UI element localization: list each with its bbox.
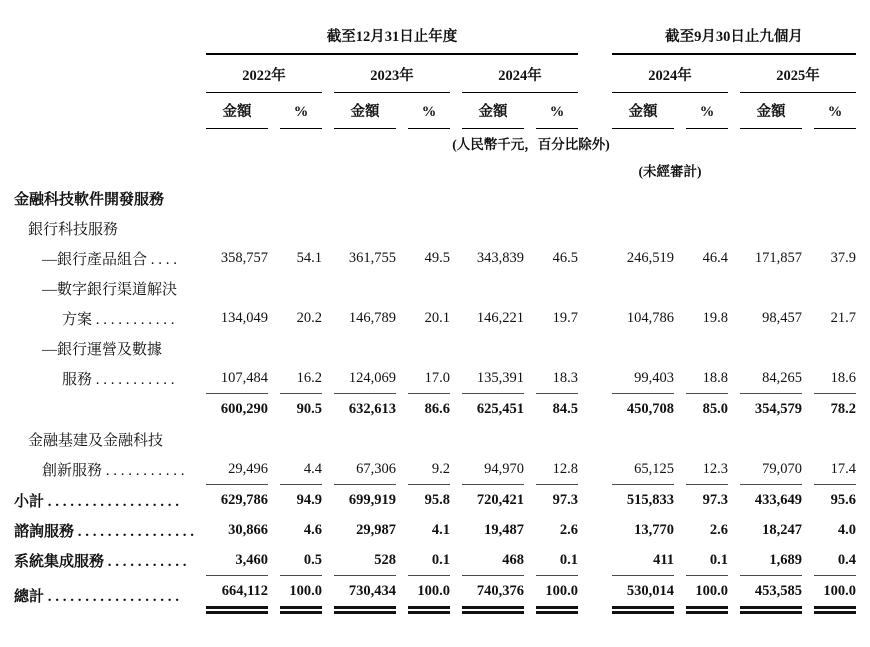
amount-cell: 343,839 [476, 249, 525, 266]
amount-cell: 135,391 [462, 363, 524, 394]
amount-cell: 29,496 [206, 454, 268, 485]
amount-cell: 79,070 [740, 454, 802, 485]
pct-cell: 18.6 [814, 363, 856, 394]
pct-cell: 4.0 [837, 521, 857, 538]
pct-cell: 18.8 [686, 363, 728, 394]
amount-header: 金額 [612, 93, 674, 129]
pct-header: % [280, 93, 322, 129]
note-spacer [740, 156, 856, 183]
amount-cell: 19,487 [484, 521, 525, 538]
amount-cell: 632,613 [348, 400, 397, 417]
pct-cell: 0.1 [686, 545, 728, 576]
pct-cell: 46.5 [552, 249, 579, 266]
row-label: 創新服務 . . . . . . . . . . . [42, 463, 185, 479]
amount-cell: 600,290 [220, 400, 269, 417]
pct-cell: 84.5 [552, 400, 579, 417]
amount-cell: 99,403 [612, 363, 674, 394]
label-col-spacer [14, 12, 194, 55]
pct-cell: 46.4 [702, 249, 729, 266]
amount-cell: 358,757 [220, 249, 269, 266]
section-gap [590, 454, 600, 485]
row-label: 金融基建及金融科技 [28, 432, 164, 449]
amount-cell: 629,786 [220, 491, 269, 508]
section-gap [590, 576, 600, 614]
section-gap [590, 55, 600, 93]
amount-cell: 730,434 [334, 576, 396, 614]
pct-header: % [686, 93, 728, 129]
currency-note-row [14, 129, 856, 156]
amount-cell: 65,125 [612, 454, 674, 485]
row-label: 系統集成服務 . . . . . . . . . . . [14, 554, 187, 570]
table-row [14, 243, 856, 273]
amount-cell: 515,833 [626, 491, 675, 508]
row-label: 銀行科技服務 [28, 221, 119, 238]
note-spacer [14, 156, 600, 183]
pct-cell: 2.6 [709, 521, 729, 538]
pct-cell: 4.6 [303, 521, 323, 538]
amount-cell: 699,919 [348, 491, 397, 508]
pct-header: % [814, 93, 856, 129]
amount-cell: 433,649 [754, 491, 803, 508]
pct-cell: 2.6 [559, 521, 579, 538]
pct-cell: 17.0 [408, 363, 450, 394]
amount-cell: 18,247 [762, 521, 803, 538]
pct-cell: 97.3 [702, 491, 729, 508]
pct-cell: 86.6 [424, 400, 451, 417]
pct-cell: 21.7 [830, 309, 857, 326]
period-header-annual: 截至12月31日止年度 [206, 12, 578, 55]
amount-cell: 530,014 [612, 576, 674, 614]
pct-cell: 20.2 [296, 309, 323, 326]
pct-cell: 37.9 [830, 249, 857, 266]
amount-cell: 134,049 [220, 309, 269, 326]
pct-cell: 49.5 [424, 249, 451, 266]
year-2024-9m: 2024年 [612, 55, 728, 93]
revenue-breakdown-table [2, 12, 868, 614]
unaudited-note-row [14, 156, 856, 183]
unaudited-note: (未經審計) [638, 163, 702, 179]
pct-cell: 95.6 [830, 491, 857, 508]
amount-cell: 13,770 [634, 521, 675, 538]
amount-cell: 354,579 [754, 400, 803, 417]
amount-cell: 124,069 [334, 363, 396, 394]
pct-cell: 85.0 [702, 400, 729, 417]
pct-cell: 4.4 [280, 454, 322, 485]
pct-cell: 0.1 [536, 545, 578, 576]
section-gap [590, 303, 600, 333]
pct-cell: 94.9 [296, 491, 323, 508]
year-header-row [14, 55, 856, 93]
amount-cell: 720,421 [476, 491, 525, 508]
section-gap [590, 363, 600, 394]
row-label [14, 394, 194, 424]
amount-cell: 411 [612, 545, 674, 576]
amount-cell: 3,460 [206, 545, 268, 576]
amount-cell: 67,306 [334, 454, 396, 485]
table-row [14, 424, 856, 454]
pct-cell: 95.8 [424, 491, 451, 508]
amount-cell: 84,265 [740, 363, 802, 394]
section-gap [590, 93, 600, 129]
amount-cell: 528 [334, 545, 396, 576]
amount-header: 金額 [206, 93, 268, 129]
table-row [14, 454, 856, 485]
amount-cell: 468 [462, 545, 524, 576]
pct-cell: 100.0 [814, 576, 856, 614]
amount-header: 金額 [740, 93, 802, 129]
pct-cell: 4.1 [431, 521, 451, 538]
pct-cell: 17.4 [814, 454, 856, 485]
pct-cell: 16.2 [280, 363, 322, 394]
column-header-row [14, 93, 856, 129]
pct-cell: 54.1 [296, 249, 323, 266]
row-label: —數字銀行渠道解決 [42, 281, 178, 298]
amount-cell: 453,585 [740, 576, 802, 614]
amount-cell: 30,866 [228, 521, 269, 538]
table-row [14, 333, 856, 363]
label-col-spacer [14, 93, 194, 129]
table-row [14, 303, 856, 333]
year-2025-9m: 2025年 [740, 55, 856, 93]
pct-cell: 90.5 [296, 400, 323, 417]
pct-header: % [536, 93, 578, 129]
row-label: —銀行產品組合 . . . . [42, 251, 178, 268]
table-row [14, 273, 856, 303]
amount-cell: 94,970 [462, 454, 524, 485]
section-gap [590, 545, 600, 576]
section-header-row [14, 12, 856, 55]
section-gap [590, 394, 600, 424]
period-header-nine-months: 截至9月30日止九個月 [612, 12, 856, 55]
pct-cell: 0.4 [814, 545, 856, 576]
amount-cell: 171,857 [754, 249, 803, 266]
row-label: 諮詢服務 . . . . . . . . . . . . . . . . [14, 523, 195, 540]
pct-cell: 19.7 [552, 309, 579, 326]
amount-cell: 664,112 [206, 576, 268, 614]
amount-cell: 146,789 [348, 309, 397, 326]
pct-cell: 97.3 [552, 491, 579, 508]
amount-cell: 29,987 [356, 521, 397, 538]
row-label: 總計 . . . . . . . . . . . . . . . . . . [14, 588, 180, 605]
amount-cell: 625,451 [476, 400, 525, 417]
amount-cell: 361,755 [348, 249, 397, 266]
section-gap [590, 12, 600, 55]
year-2023: 2023年 [334, 55, 450, 93]
pct-header: % [408, 93, 450, 129]
table-row [14, 213, 856, 243]
pct-cell: 100.0 [408, 576, 450, 614]
amount-cell: 107,484 [206, 363, 268, 394]
amount-cell: 246,519 [626, 249, 675, 266]
amount-cell: 98,457 [762, 309, 803, 326]
pct-cell: 20.1 [424, 309, 451, 326]
table-row [14, 183, 856, 213]
pct-cell: 12.3 [686, 454, 728, 485]
row-label: 方案 . . . . . . . . . . . [62, 311, 175, 328]
pct-cell: 100.0 [686, 576, 728, 614]
table-body [14, 183, 856, 614]
amount-cell: 104,786 [626, 309, 675, 326]
pct-cell: 0.5 [280, 545, 322, 576]
currency-note: (人民幣千元，百分比除外) [452, 136, 610, 152]
table-row [14, 363, 856, 394]
pct-cell: 0.1 [408, 545, 450, 576]
label-col-spacer [14, 129, 194, 156]
table-row [14, 394, 856, 424]
pct-cell: 100.0 [280, 576, 322, 614]
amount-header: 金額 [334, 93, 396, 129]
amount-cell: 740,376 [462, 576, 524, 614]
pct-cell: 78.2 [830, 400, 857, 417]
amount-cell: 450,708 [626, 400, 675, 417]
table-row [14, 485, 856, 515]
section-gap [590, 485, 600, 515]
pct-cell: 19.8 [702, 309, 729, 326]
section-gap [590, 243, 600, 273]
pct-cell: 100.0 [536, 576, 578, 614]
pct-cell: 18.3 [536, 363, 578, 394]
amount-header: 金額 [462, 93, 524, 129]
amount-cell: 146,221 [476, 309, 525, 326]
section-gap [590, 515, 600, 545]
table-row [14, 515, 856, 545]
row-label: 金融科技軟件開發服務 [14, 191, 165, 208]
amount-cell: 1,689 [740, 545, 802, 576]
table-row [14, 576, 856, 614]
pct-cell: 9.2 [408, 454, 450, 485]
year-2024: 2024年 [462, 55, 578, 93]
row-label: 小計 . . . . . . . . . . . . . . . . . . [14, 493, 180, 510]
label-col-spacer [14, 55, 194, 93]
table-row [14, 545, 856, 576]
pct-cell: 12.8 [536, 454, 578, 485]
year-2022: 2022年 [206, 55, 322, 93]
row-label: —銀行運營及數據 [42, 341, 163, 358]
row-label: 服務 . . . . . . . . . . . [62, 372, 175, 388]
